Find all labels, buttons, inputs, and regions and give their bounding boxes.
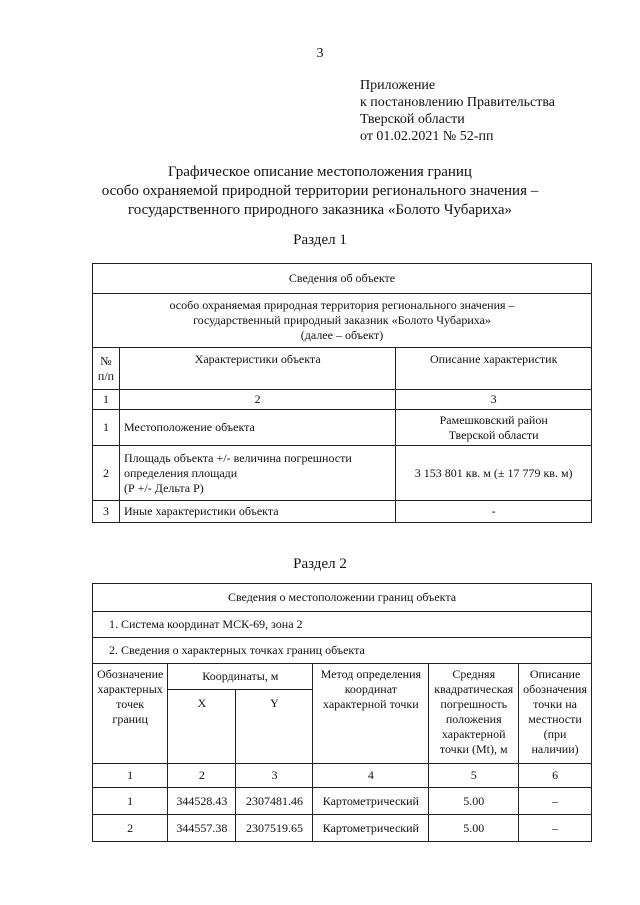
header-number: 1	[93, 764, 168, 788]
point-location: –	[519, 815, 592, 842]
point-y: 2307519.65	[236, 815, 313, 842]
points-title: 2. Сведения о характерных точках границ объекта	[93, 638, 592, 664]
title-line: Графическое описание местоположения границ	[168, 164, 472, 180]
point-accuracy: 5.00	[429, 815, 519, 842]
section-1-heading: Раздел 1	[293, 232, 347, 248]
header-number: 6	[519, 764, 592, 788]
point-accuracy: 5.00	[429, 788, 519, 815]
header-num	[93, 348, 120, 390]
document-title	[0, 163, 640, 220]
object-line: государственный природный заказник «Болото Чубариха»	[193, 313, 491, 327]
header-line: характерной точки	[323, 697, 419, 711]
header-line: Обозначение	[97, 667, 164, 681]
header-number: 1	[93, 390, 120, 410]
header-line: квадратическая	[434, 682, 514, 696]
header-number: 2	[119, 390, 395, 410]
header-location	[519, 664, 592, 764]
table-row	[93, 446, 592, 501]
header-characteristics: Характеристики объекта	[119, 348, 395, 390]
object-name-cell	[93, 294, 592, 348]
header-line: точки на	[533, 697, 577, 711]
header-line: точек	[116, 697, 145, 711]
object-line: (далее – объект)	[300, 328, 384, 342]
appendix-block	[360, 77, 555, 145]
row-characteristic-line: (Р +/- Дельта Р)	[123, 480, 204, 495]
header-line: характерной	[441, 727, 506, 741]
title-line: государственного природного заказника «Болото Чубариха»	[127, 202, 513, 218]
table-row	[93, 501, 592, 523]
header-number: 4	[313, 764, 429, 788]
point-id: 1	[93, 788, 168, 815]
header-description: Описание характеристик	[396, 348, 592, 390]
header-designation	[93, 664, 168, 764]
appendix-line: Приложение	[360, 78, 436, 93]
point-method: Картометрический	[313, 788, 429, 815]
row-description-line: 3 153 801 кв. м (± 17 779 кв. м)	[414, 465, 573, 480]
row-description	[396, 446, 592, 501]
header-num-line: п/п	[97, 368, 115, 383]
appendix-line: к постановлению Правительства	[360, 95, 556, 110]
header-y: Y	[236, 690, 313, 764]
header-line: точки (Mt), м	[439, 742, 508, 756]
row-characteristic-line: Местоположение объекта	[123, 420, 255, 434]
header-number: 5	[429, 764, 519, 788]
header-line: характерных	[97, 682, 163, 696]
row-description	[396, 501, 592, 523]
header-line: границ	[112, 712, 148, 726]
section-2-heading: Раздел 2	[293, 556, 347, 572]
header-line: погрешность	[440, 697, 508, 711]
table-title: Сведения об объекте	[93, 264, 592, 294]
boundary-points-table	[92, 583, 592, 842]
title-line: особо охраняемой природной территории регионального значения –	[101, 183, 539, 199]
row-characteristic	[119, 410, 395, 446]
header-method	[313, 664, 429, 764]
row-description-line: Рамешковский район	[439, 412, 548, 427]
row-characteristic-line: Иные характеристики объекта	[123, 504, 279, 518]
row-num: 3	[93, 501, 120, 523]
table-title: Сведения о местоположении границ объекта	[93, 584, 592, 612]
header-line: местности	[528, 712, 582, 726]
page-number: 3	[316, 46, 324, 61]
header-number: 3	[236, 764, 313, 788]
header-num-line: №	[100, 353, 112, 368]
row-characteristic-line: Площадь объекта +/- величина погрешности	[123, 450, 352, 465]
point-location: –	[519, 788, 592, 815]
row-characteristic	[119, 501, 395, 523]
header-line: положения	[445, 712, 502, 726]
object-line: особо охраняемая природная территория регионального значения –	[169, 298, 515, 312]
row-num: 1	[93, 410, 120, 446]
header-line: обозначения	[523, 682, 587, 696]
appendix-line: Тверской области	[360, 112, 465, 127]
header-line: (при	[543, 727, 567, 741]
header-line: Средняя	[452, 667, 496, 681]
table-row	[93, 410, 592, 446]
table-row	[93, 788, 592, 815]
row-description-line: -	[491, 504, 496, 518]
row-description	[396, 410, 592, 446]
point-id: 2	[93, 815, 168, 842]
header-number: 3	[396, 390, 592, 410]
point-x: 344557.38	[168, 815, 236, 842]
header-accuracy	[429, 664, 519, 764]
header-x: X	[168, 690, 236, 764]
appendix-line: от 01.02.2021 № 52-пп	[360, 129, 494, 144]
object-info-table	[92, 263, 592, 523]
header-line: Метод определения	[320, 667, 422, 681]
coord-system: 1. Система координат МСК-69, зона 2	[93, 612, 592, 638]
point-y: 2307481.46	[236, 788, 313, 815]
row-num: 2	[93, 446, 120, 501]
header-coordinates: Координаты, м	[168, 664, 313, 690]
header-number: 2	[168, 764, 236, 788]
header-line: наличии)	[531, 742, 579, 756]
header-line: координат	[344, 682, 397, 696]
row-characteristic-line: определения площади	[123, 465, 238, 480]
row-characteristic	[119, 446, 395, 501]
point-x: 344528.43	[168, 788, 236, 815]
header-line: Описание	[529, 667, 581, 681]
point-method: Картометрический	[313, 815, 429, 842]
row-description-line: Тверской области	[448, 427, 539, 442]
table-row	[93, 815, 592, 842]
